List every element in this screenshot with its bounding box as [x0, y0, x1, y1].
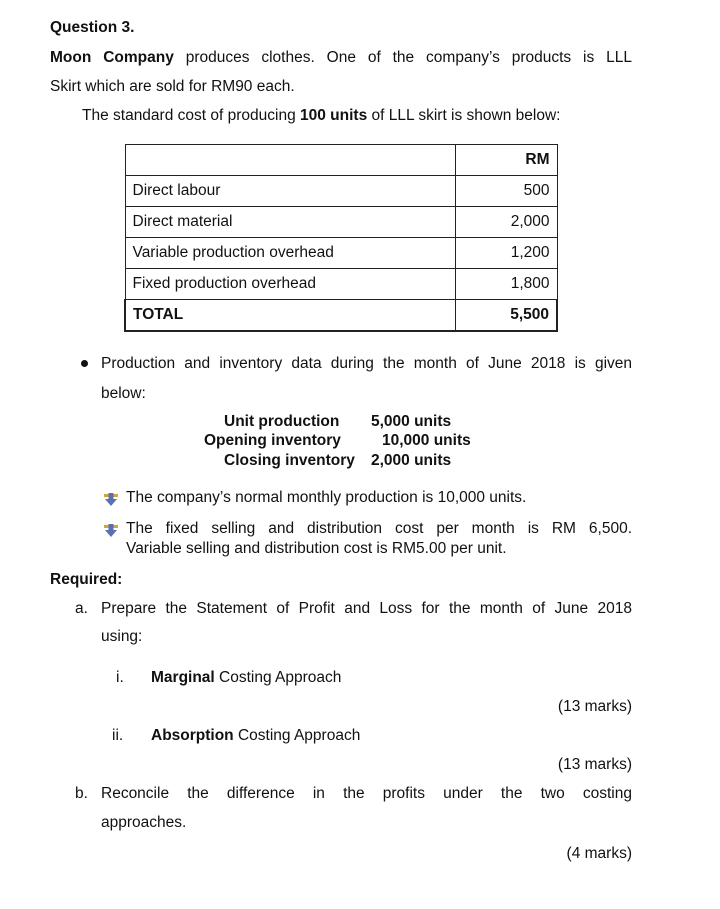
company-name: Moon Company: [50, 49, 174, 66]
opening-inventory-label: Opening inventory: [204, 432, 341, 449]
closing-inventory-label: Closing inventory: [224, 452, 355, 469]
required-heading: Required:: [50, 571, 123, 588]
part-b-line-1: Reconcile the difference in the profits under the two costing: [101, 785, 632, 802]
table-total-row: [125, 300, 557, 332]
table-header-rm: RM: [456, 145, 558, 176]
production-line-1: Production and inventory data during the month of June 2018 is given: [101, 355, 632, 372]
standard-cost-post: of LLL skirt is shown below:: [367, 107, 561, 124]
cost-item-label: Direct labour: [125, 176, 456, 207]
part-b-marks: (4 marks): [566, 845, 632, 862]
total-label: TOTAL: [125, 300, 456, 332]
part-ii-marker: ii.: [112, 727, 124, 744]
arrow-down-icon: [103, 491, 119, 507]
cost-item-label: Direct material: [125, 207, 456, 238]
arrow-down-icon: [103, 522, 119, 538]
part-ii-text: [151, 727, 360, 745]
part-a-line-1: Prepare the Statement of Profit and Loss for the month of June 2018: [101, 600, 632, 617]
total-value: 5,500: [456, 300, 558, 332]
intro-line-1: [50, 49, 632, 67]
standard-cost-pre: The standard cost of producing: [82, 107, 300, 124]
cost-item-value: 500: [456, 176, 558, 207]
part-b-marker: b.: [75, 785, 88, 802]
part-i-text: [151, 669, 341, 687]
part-a-line-2: using:: [101, 628, 143, 645]
standard-cost-units: 100 units: [300, 107, 368, 124]
question-title: Question 3.: [50, 19, 135, 36]
part-i-marks: (13 marks): [557, 698, 632, 715]
opening-inventory-value: 10,000 units: [382, 432, 471, 449]
cost-item-value: 1,200: [456, 238, 558, 269]
bullet-icon: [81, 360, 88, 367]
table-header-row: [125, 145, 557, 176]
intro-line-2: Skirt which are sold for RM90 each.: [50, 78, 295, 95]
table-row: [125, 269, 557, 300]
cost-item-label: Variable production overhead: [125, 238, 456, 269]
note-selling-cost-line-1: The fixed selling and distribution cost per month is RM 6,500.: [126, 520, 632, 537]
part-a-marker: a.: [75, 600, 88, 617]
part-i-marker: i.: [116, 669, 124, 686]
cost-item-value: 2,000: [456, 207, 558, 238]
table-row: [125, 207, 557, 238]
production-line-2: below:: [101, 385, 146, 402]
table-header-blank: [125, 145, 456, 176]
part-b-line-2: approaches.: [101, 814, 187, 831]
table-row: [125, 176, 557, 207]
closing-inventory-value: 2,000 units: [371, 452, 452, 469]
standard-cost-sentence: [82, 107, 560, 125]
intro-line-1-text: produces clothes. One of the company’s products is LLL: [173, 49, 632, 66]
part-ii-marks: (13 marks): [557, 756, 632, 773]
standard-cost-table: [124, 144, 558, 332]
cost-item-label: Fixed production overhead: [125, 269, 456, 300]
cost-item-value: 1,800: [456, 269, 558, 300]
table-row: [125, 238, 557, 269]
part-ii-rest: Costing Approach: [233, 727, 361, 744]
unit-production-value: 5,000 units: [371, 413, 452, 430]
unit-production-label: Unit production: [224, 413, 340, 430]
part-i-rest: Costing Approach: [214, 669, 342, 686]
note-normal-production: The company’s normal monthly production is 10,000 units.: [126, 489, 527, 506]
part-ii-bold: Absorption: [151, 727, 234, 744]
part-i-bold: Marginal: [151, 669, 215, 686]
note-selling-cost-line-2: Variable selling and distribution cost is RM5.00 per unit.: [126, 540, 507, 557]
